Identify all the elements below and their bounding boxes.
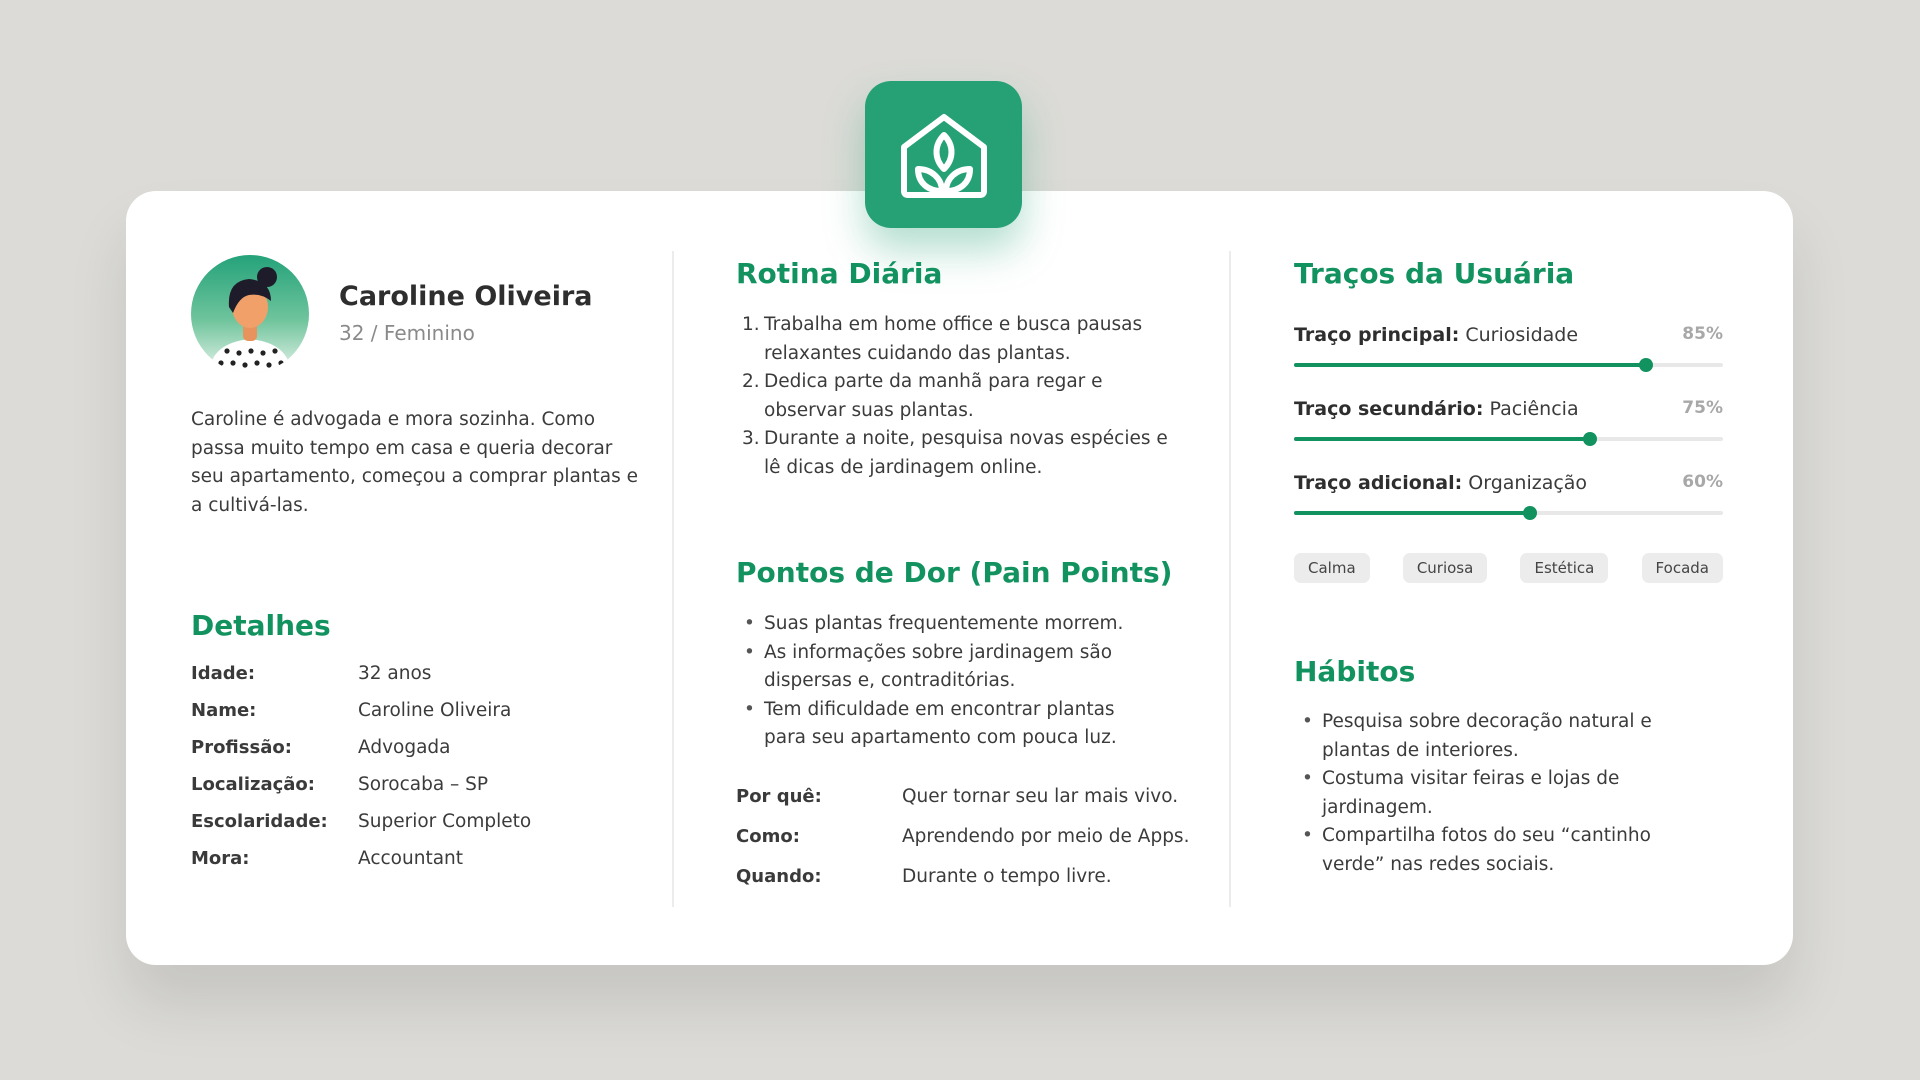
trait-tag: Curiosa bbox=[1403, 553, 1488, 583]
list-number: 1. bbox=[742, 314, 760, 335]
details-key: Localização: bbox=[191, 774, 315, 795]
list-item-text: Durante a noite, pesquisa novas espécies e lê dicas de jardinagem online. bbox=[764, 428, 1168, 478]
details-title: Detalhes bbox=[191, 609, 331, 642]
traits-title: Traços da Usuária bbox=[1294, 257, 1575, 290]
house-sprout-icon bbox=[896, 107, 992, 203]
list-item: • Compartilha fotos do seu “cantinho verde” nas redes sociais. bbox=[1294, 822, 1704, 879]
persona-age-gender: 32 / Feminino bbox=[339, 321, 475, 345]
details-row bbox=[191, 803, 611, 840]
column-divider bbox=[672, 251, 674, 907]
trait-principal bbox=[1294, 324, 1723, 367]
trait-bar bbox=[1294, 437, 1723, 441]
routine-list bbox=[736, 311, 1176, 483]
list-item: • As informações sobre jardinagem são dispersas e, contraditórias. bbox=[736, 639, 1156, 696]
trait-bar-knob bbox=[1523, 506, 1537, 520]
trait-percent: 85% bbox=[1682, 324, 1723, 344]
habits-list bbox=[1294, 708, 1704, 880]
list-item bbox=[736, 425, 1176, 482]
details-key: Idade: bbox=[191, 663, 256, 684]
trait-bar-knob bbox=[1639, 358, 1653, 372]
trait-label: Traço adicional: bbox=[1294, 472, 1463, 494]
list-item: • Suas plantas frequentemente morrem. bbox=[736, 610, 1156, 639]
trait-value: Paciência bbox=[1489, 398, 1579, 420]
trait-bar bbox=[1294, 511, 1723, 515]
details-value: Superior Completo bbox=[358, 811, 532, 832]
trait-adicional bbox=[1294, 472, 1723, 515]
list-item bbox=[736, 311, 1176, 368]
motivation-key: Quando: bbox=[736, 865, 822, 887]
trait-bar bbox=[1294, 363, 1723, 367]
motivation-list bbox=[736, 776, 1236, 896]
trait-value: Organização bbox=[1468, 472, 1588, 494]
list-item: • Tem dificuldade em encontrar plantas para seu apartamento com pouca luz. bbox=[736, 696, 1156, 753]
list-item-text: Trabalha em home office e busca pausas relaxantes cuidando das plantas. bbox=[764, 314, 1143, 364]
motivation-row bbox=[736, 856, 1236, 896]
motivation-row bbox=[736, 816, 1236, 856]
trait-percent: 75% bbox=[1682, 398, 1723, 418]
motivation-key: Por quê: bbox=[736, 785, 822, 807]
details-row bbox=[191, 840, 611, 877]
list-number: 2. bbox=[742, 371, 760, 393]
pain-points-list bbox=[736, 610, 1156, 753]
motivation-value: Durante o tempo livre. bbox=[902, 865, 1112, 887]
trait-tag: Focada bbox=[1642, 553, 1723, 583]
list-item: • Costuma visitar feiras e lojas de jardinagem. bbox=[1294, 765, 1704, 822]
details-row bbox=[191, 766, 611, 803]
persona-name: Caroline Oliveira bbox=[339, 281, 593, 312]
details-value: Advogada bbox=[358, 737, 451, 758]
app-logo bbox=[865, 81, 1022, 228]
details-key: Mora: bbox=[191, 848, 250, 869]
motivation-key: Como: bbox=[736, 825, 800, 847]
motivation-row bbox=[736, 776, 1236, 816]
list-item bbox=[736, 368, 1176, 425]
column-divider bbox=[1229, 251, 1231, 907]
pain-points-title: Pontos de Dor (Pain Points) bbox=[736, 556, 1173, 589]
avatar bbox=[191, 255, 309, 373]
habits-title: Hábitos bbox=[1294, 655, 1416, 688]
trait-label: Traço principal: bbox=[1294, 324, 1460, 346]
trait-tag: Estética bbox=[1520, 553, 1608, 583]
trait-secundario bbox=[1294, 398, 1723, 441]
persona-card bbox=[126, 191, 1793, 965]
trait-bar-fill bbox=[1294, 363, 1646, 367]
list-item-text: Dedica parte da manhã para regar e observar suas plantas. bbox=[764, 371, 1103, 421]
list-number: 3. bbox=[742, 428, 760, 450]
details-value: Sorocaba – SP bbox=[358, 774, 489, 795]
trait-percent: 60% bbox=[1682, 472, 1723, 492]
details-key: Name: bbox=[191, 700, 257, 721]
trait-tags bbox=[1294, 553, 1723, 583]
details-row bbox=[191, 692, 611, 729]
trait-bar-fill bbox=[1294, 511, 1530, 515]
routine-title: Rotina Diária bbox=[736, 257, 943, 290]
persona-bio: Caroline é advogada e mora sozinha. Como passa muito tempo em casa e queria decorar seu apartamento, começou a comprar plantas e a cultivá-las. bbox=[191, 409, 639, 516]
details-row bbox=[191, 729, 611, 766]
details-value: Caroline Oliveira bbox=[358, 700, 512, 721]
details-value: Accountant bbox=[358, 848, 464, 869]
list-item: • Pesquisa sobre decoração natural e plantas de interiores. bbox=[1294, 708, 1704, 765]
details-key: Profissão: bbox=[191, 737, 292, 758]
details-value: 32 anos bbox=[358, 663, 432, 684]
trait-label: Traço secundário: bbox=[1294, 398, 1484, 420]
woman-avatar-icon bbox=[191, 255, 309, 373]
trait-bar-fill bbox=[1294, 437, 1590, 441]
details-list bbox=[191, 655, 611, 877]
trait-bar-knob bbox=[1583, 432, 1597, 446]
details-row bbox=[191, 655, 611, 692]
motivation-value: Aprendendo por meio de Apps. bbox=[902, 825, 1190, 847]
trait-tag: Calma bbox=[1294, 553, 1370, 583]
trait-value: Curiosidade bbox=[1465, 324, 1579, 346]
motivation-value: Quer tornar seu lar mais vivo. bbox=[902, 785, 1179, 807]
details-key: Escolaridade: bbox=[191, 811, 328, 832]
